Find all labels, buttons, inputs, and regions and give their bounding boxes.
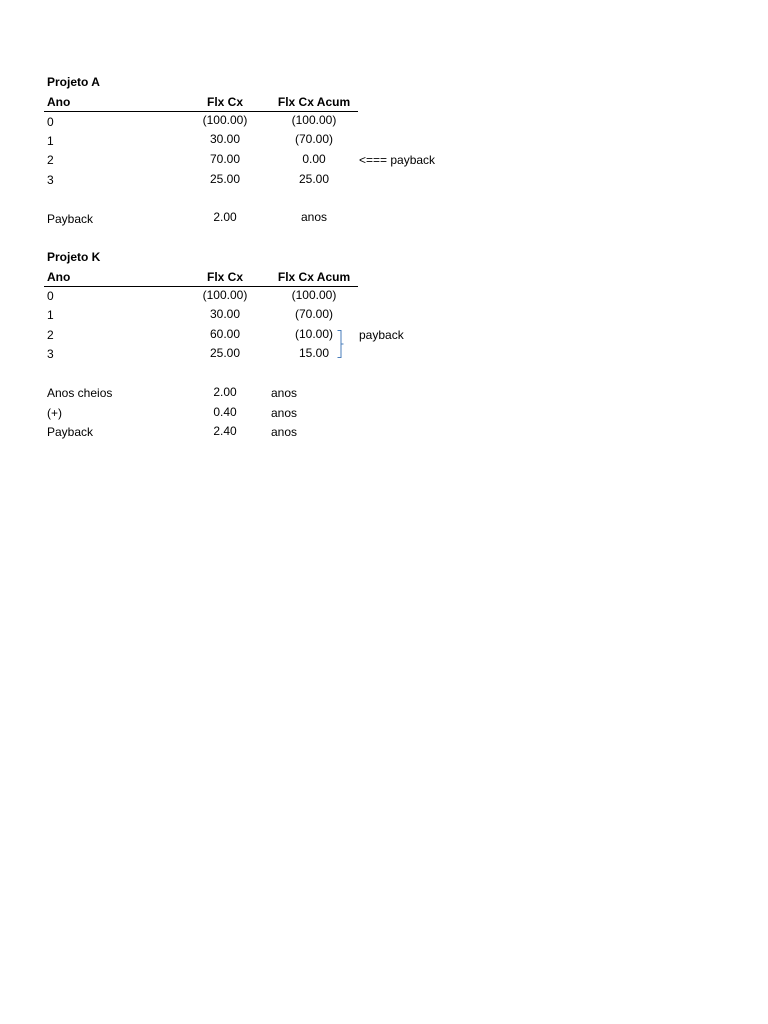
projeto-a-header-ano: Ano <box>47 95 71 109</box>
projeto-k-row-3-flx-cx: 25.00 <box>209 346 241 360</box>
projeto-k-row-2-flx-cx: 60.00 <box>209 327 241 341</box>
projeto-a-row-2-flx-cx: 70.00 <box>209 152 241 166</box>
projeto-k-row-0-flx-cx-acum: (100.00) <box>291 288 337 302</box>
projeto-k-row-0-flx-cx: (100.00) <box>202 288 248 302</box>
projeto-k-row-1-flx-cx: 30.00 <box>209 307 241 321</box>
projeto-k-row-3-flx-cx-acum: 15.00 <box>298 346 330 360</box>
projeto-a-row-1-ano: 1 <box>47 134 54 148</box>
projeto-a-row-1-flx-cx: 30.00 <box>209 132 241 146</box>
projeto-k-row-2-flx-cx-acum: (10.00) <box>294 327 334 341</box>
projeto-k-row-1-flx-cx-acum: (70.00) <box>294 307 334 321</box>
projeto-k-row-3-ano: 3 <box>47 347 54 361</box>
projeto-a-row-0-flx-cx-acum: (100.00) <box>291 113 337 127</box>
projeto-a-payback-unit: anos <box>300 210 328 224</box>
projeto-k-summary-1-value: 0.40 <box>213 405 237 419</box>
projeto-k-summary-0-value: 2.00 <box>213 385 237 399</box>
projeto-a-header-flx-cx: Flx Cx <box>206 95 243 109</box>
projeto-a-row-0-flx-cx: (100.00) <box>202 113 248 127</box>
projeto-k-header-flx-cx-acum: Flx Cx Acum <box>277 270 351 284</box>
projeto-a-title: Projeto A <box>47 75 100 89</box>
projeto-a-row-3-flx-cx: 25.00 <box>209 172 241 186</box>
projeto-a-row-0-ano: 0 <box>47 115 54 129</box>
projeto-a-payback-value: 2.00 <box>213 210 237 224</box>
projeto-k-header-ano: Ano <box>47 270 71 284</box>
projeto-k-row-2-ano: 2 <box>47 328 54 342</box>
projeto-a-row-3-ano: 3 <box>47 173 54 187</box>
projeto-k-payback-note: payback <box>359 328 404 342</box>
projeto-a-payback-label: Payback <box>47 212 94 226</box>
projeto-a-row-2-flx-cx-acum: 0.00 <box>302 152 326 166</box>
projeto-a-row-1-flx-cx-acum: (70.00) <box>294 132 334 146</box>
projeto-k-summary-0-label: Anos cheios <box>47 386 113 400</box>
projeto-k-summary-2-unit: anos <box>271 425 298 439</box>
projeto-a-row-3-flx-cx-acum: 25.00 <box>298 172 330 186</box>
projeto-k-header-flx-cx: Flx Cx <box>206 270 243 284</box>
projeto-k-summary-0-unit: anos <box>271 386 298 400</box>
projeto-a-payback-note: <=== payback <box>359 153 436 167</box>
projeto-k-summary-1-label: (+) <box>47 406 62 420</box>
projeto-k-summary-2-value: 2.40 <box>213 424 237 438</box>
payback-bracket-icon <box>337 330 344 358</box>
projeto-k-row-0-ano: 0 <box>47 289 54 303</box>
projeto-a-header-flx-cx-acum: Flx Cx Acum <box>277 95 351 109</box>
projeto-k-title: Projeto K <box>47 250 101 264</box>
projeto-a-row-2-ano: 2 <box>47 153 54 167</box>
projeto-k-summary-1-unit: anos <box>271 406 298 420</box>
projeto-k-summary-2-label: Payback <box>47 425 94 439</box>
projeto-k-row-1-ano: 1 <box>47 308 54 322</box>
